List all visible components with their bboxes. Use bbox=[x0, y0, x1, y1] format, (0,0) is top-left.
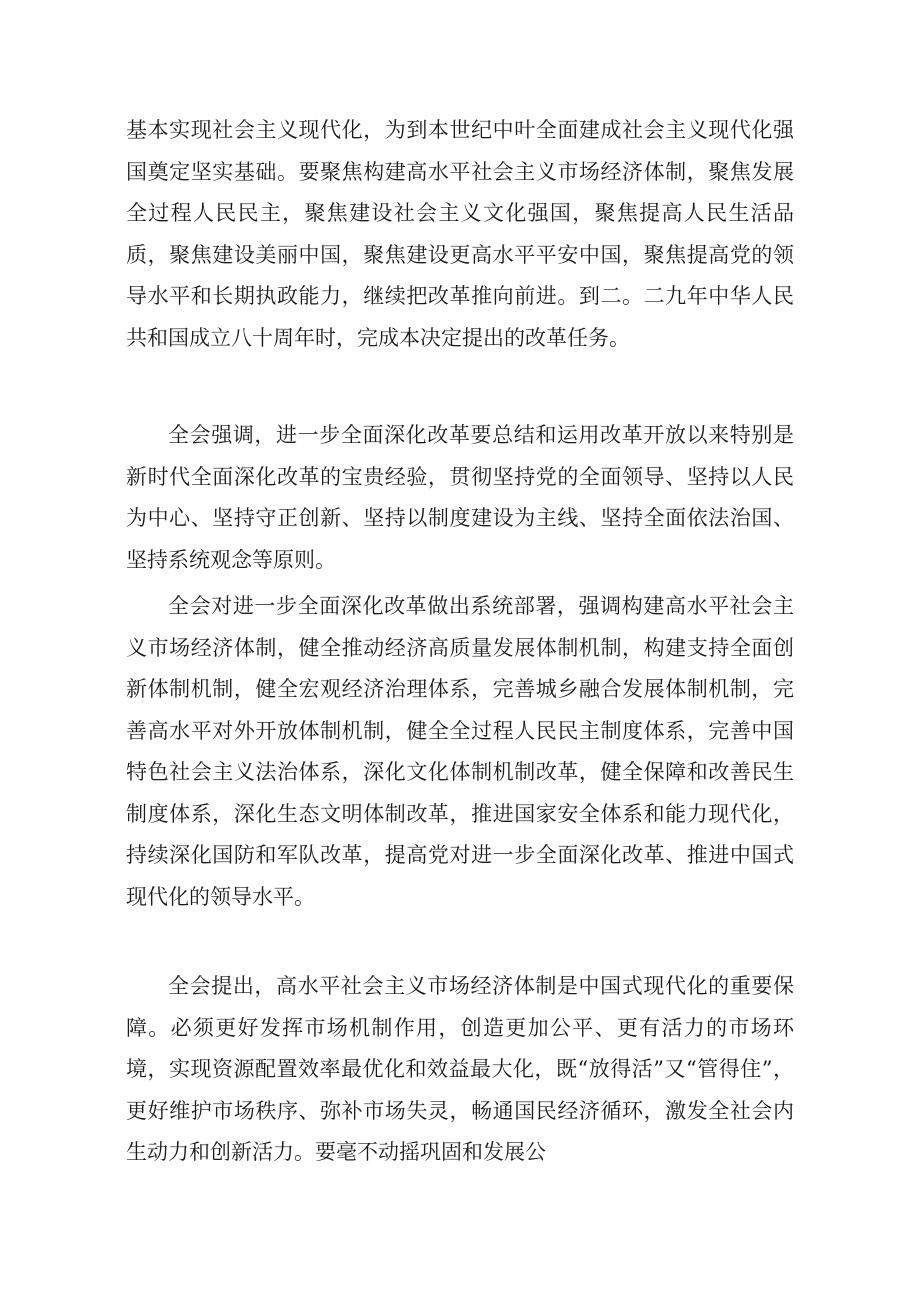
paragraph-text: 全会对进一步全面深化改革做出系统部署，强调构建高水平社会主义市场经济体制，健全推动经济高质量发展体制机制，构建支持全面创新体制机制，健全宏观经济治理体系，完善城乡融合发展体制机制，完善高水平对外开放体制机制，健全全过程人民民主制度体系，完善中国特色社会主义法治体系，深化文化体制机制改革，健全保障和改善民生制度体系，深化生态文明体制改革，推进国家安全体系和能力现代化，持续深化国防和军队改革，提高党对进一步全面深化改革、推进中国式现代化的领导水平。 bbox=[126, 594, 794, 909]
paragraph-continuation bbox=[126, 110, 794, 359]
paragraph-market-economy bbox=[126, 966, 794, 1174]
paragraph-text: 全会提出，高水平社会主义市场经济体制是中国式现代化的重要保障。必须更好发挥市场机制作用，创造更加公平、更有活力的市场环境，实现资源配置效率最优化和效益最大化，既“放得活”又“管得住”，更好维护市场秩序、弥补市场失灵，畅通国民经济循环，激发全社会内生动力和创新活力。要毫不动摇巩固和发展公 bbox=[126, 974, 794, 1164]
paragraph-principles bbox=[126, 415, 794, 581]
paragraph-deployment bbox=[126, 586, 794, 918]
paragraph-text: 基本实现社会主义现代化，为到本世纪中叶全面建成社会主义现代化强国奠定坚实基础。要聚焦构建高水平社会主义市场经济体制，聚焦发展全过程人民民主，聚焦建设社会主义文化强国，聚焦提高人民生活品质，聚焦建设美丽中国，聚焦建设更高水平平安中国，聚焦提高党的领导水平和长期执政能力，继续把改革推向前进。到二。二九年中华人民共和国成立八十周年时，完成本决定提出的改革任务。 bbox=[126, 118, 794, 350]
paragraph-text: 全会强调，进一步全面深化改革要总结和运用改革开放以来特别是新时代全面深化改革的宝贵经验，贯彻坚持党的全面领导、坚持以人民为中心、坚持守正创新、坚持以制度建设为主线、坚持全面依法治国、坚持系统观念等原则。 bbox=[126, 423, 794, 572]
